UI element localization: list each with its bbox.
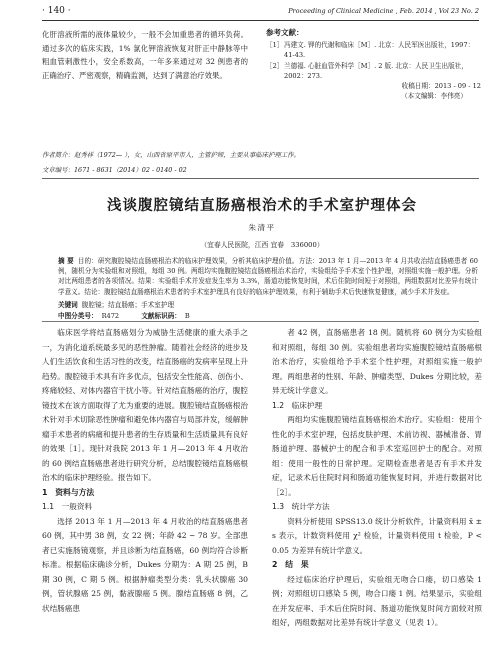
keywords-label: 关键词 xyxy=(58,301,78,309)
references-section xyxy=(266,28,481,101)
doc-code: B xyxy=(184,312,190,320)
subsection-heading: 1.2 临床护理 xyxy=(272,400,323,410)
body-paragraph: 选择 2013 年 1 月—2013 年 4 月收治的结直肠癌患者 60 例，其中男 38 例，女 22 例；年龄 42 ~ 78 岁。全部患者已实施肠镜观察，并且诊断为结直肠癌，60 例均符合诊断标准。根据临床确诊分析，Dukes 分期为：A 期 25 例，B 期 30 例，C 期 5 例。根据肿瘤类型分类：乳头状腺癌 30 例，管状腺癌 25 例，黏液腺癌 5 例。腺结直肠癌 8 例，乙状结肠癌患 xyxy=(42,516,248,613)
subsection-heading: 1.3 统计学方法 xyxy=(272,502,330,511)
subsection-heading: 1.1 一般资料 xyxy=(42,502,93,511)
article-author: 朱清平 xyxy=(248,223,276,232)
reference-text: 冯建文. 钾的代谢和临床［M］. 北京：人民军医出版社，1997：41-43. xyxy=(284,41,475,60)
article-number: 文章编号：1671 - 8631（2014）02 - 0140 - 02 xyxy=(42,166,187,174)
class-label: 中图分类号： xyxy=(58,312,98,320)
body-paragraph: 经过临床治疗护理后，实验组无吻合口瘘，切口感染 1 例；对照组切口感染 5 例，吻合口瘘 1 例。结果显示，实验组在并发症率、手术后住院时间、肠道功能恢复时间方面较对照组好，两组数据对比差异有统计学意义（见表 1）。 xyxy=(272,574,482,627)
author-bio: 作者简介：赵秀祥（1972— ），女，山西省原平市人，主管护师，主要从事临床护理工作。 xyxy=(42,151,300,159)
author-affiliation: （宜春人民医院，江西 宜春 336000） xyxy=(200,241,324,249)
body-paragraph: 资料分析使用 SPSS13.0 统计分析软件，计量资料用 x̄ ± s 表示，计数资料使用 χ² 检验，计量资料使用 t 检验，P < 0.05 为差异有统计学意义。 xyxy=(272,516,482,555)
intro-paragraph: 化肝溶液所需的液体量较少，一般不会加重患者的循环负荷。通过多次的临床实践，1% 氯化钾溶液恢复对肝正中静脉等中粗血管刺激性小，安全系数高，一年多来通过对 32 例患者的正确治疗、严密观察，精确监测，达到了满意治疗效果。 xyxy=(42,30,248,80)
abstract-text: 目的：研究腹腔镜结直肠癌根治术的临床护理效果，分析其临床护理价值。方法：2013 年 1 月—2013 年 4 月共收治结直肠癌患者 60 例，随机分为实验组和对照组，每组 30 例。两组均实施腹腔镜结直肠癌根治术治疗，实验组给予手术室个性护理，对照组实施一般护理。分析对比两组患者的各项情况。结果：实验组手术并发症发生率为 3.3%，肠道功能恢复时间，术后住院时间短于对照组，两组数据对比差异有统计学意义。结论：腹腔镜结直肠癌根治术患者的手术室护理具有良好的临床护理效果，有利于辅助手术后快速恢复健康，减少手术并发症。 xyxy=(58,257,478,296)
abstract-label: 摘 要 xyxy=(58,257,74,265)
references-title: 参考文献： xyxy=(266,28,304,37)
reference-number: ［2］ xyxy=(266,61,284,70)
classification xyxy=(58,310,478,320)
section-heading: 1 资料与方法 xyxy=(42,487,95,497)
previous-article-conclusion xyxy=(42,28,248,82)
keywords xyxy=(58,299,478,309)
body-left-column xyxy=(42,326,248,616)
page-number: · 140 · xyxy=(42,6,71,16)
article-title: 浅谈腹腔镜结直肠癌根治术的手术室护理体会 xyxy=(107,198,417,214)
reference-number: ［1］ xyxy=(266,41,284,50)
body-paragraph: 临床医学将结直肠癌划分为威胁生活健康的重大杀手之一，为消化道系统最多见的恶性肿瘤。随着社会经济的进步及人们生活饮食和生活习性的改变，结直肠癌的发病率呈现上升趋势。腹腔镜手术具有许多优点，包括安全性能高、创伤小、疼痛较轻、对体内器官干扰小等。针对结直肠癌的治疗，腹腔镜技术在该方面取得了尤为重要的进展。腹腔镜结直肠癌根治术针对手术切除恶性肿瘤和避免体内器官与局部并发，缓解肿瘤手术患者的病痛和提升患者的生存质量和生活质量具有良好的效果［1］。现针对我院 2013 年 1 月—2013 年 4 月收治的 60 例结直肠癌患者进行研究分析，总结腹腔镜结直肠癌根治术的临床护理经验。报告如下。 xyxy=(42,328,248,482)
body-divider xyxy=(42,321,479,322)
header-rule xyxy=(42,20,479,21)
reference-item-1 xyxy=(266,40,481,60)
body-paragraph: 两组均实施腹腔镜结直肠癌根治术治疗。实验组：使用个性化的手术室护理，包括皮肤护理、术前访视、器械准备、胃肠道护理、器械护士的配合和手术室巡回护士的配合。对照组：使用一般性的日常护理。定期检查患者是否有手术并发症，记录术后住院时间和肠道功能恢复时间，并进行数据对比［2］。 xyxy=(272,415,482,497)
reference-item-2 xyxy=(266,61,481,81)
editor-note: （本文编辑：李伟亮） xyxy=(401,92,467,101)
abstract xyxy=(58,256,478,297)
body-right-column xyxy=(272,326,482,631)
doc-label: 文献标识码： xyxy=(141,312,181,320)
received-date: 收稿日期：2013 - 09 - 12 xyxy=(401,82,481,91)
reference-text: 兰德福. 心脏血管外科学［M］. 2 版. 北京：人民卫生出版社，2002：273. xyxy=(284,61,468,80)
journal-header: Proceeding of Clinical Medicine , Feb. 2014 , Vol 23 No. 2 xyxy=(288,7,479,15)
section-divider xyxy=(42,178,479,179)
class-code: R472 xyxy=(101,312,120,320)
section-heading: 2 结 果 xyxy=(272,560,309,569)
keywords-text: 腹腔镜；结直肠癌；手术室护理 xyxy=(81,301,175,309)
body-paragraph: 者 42 例，直肠癌患者 18 例。随机将 60 例分为实验组和对照组，每组 30 例。实验组患者均实施腹腔镜结直肠癌根治术治疗，实验组给予手术室个性护理，对照组实施一般护理。两组患者的性别、年龄、肿瘤类型、Dukes 分期比较，差异无统计学意义。 xyxy=(272,328,482,395)
